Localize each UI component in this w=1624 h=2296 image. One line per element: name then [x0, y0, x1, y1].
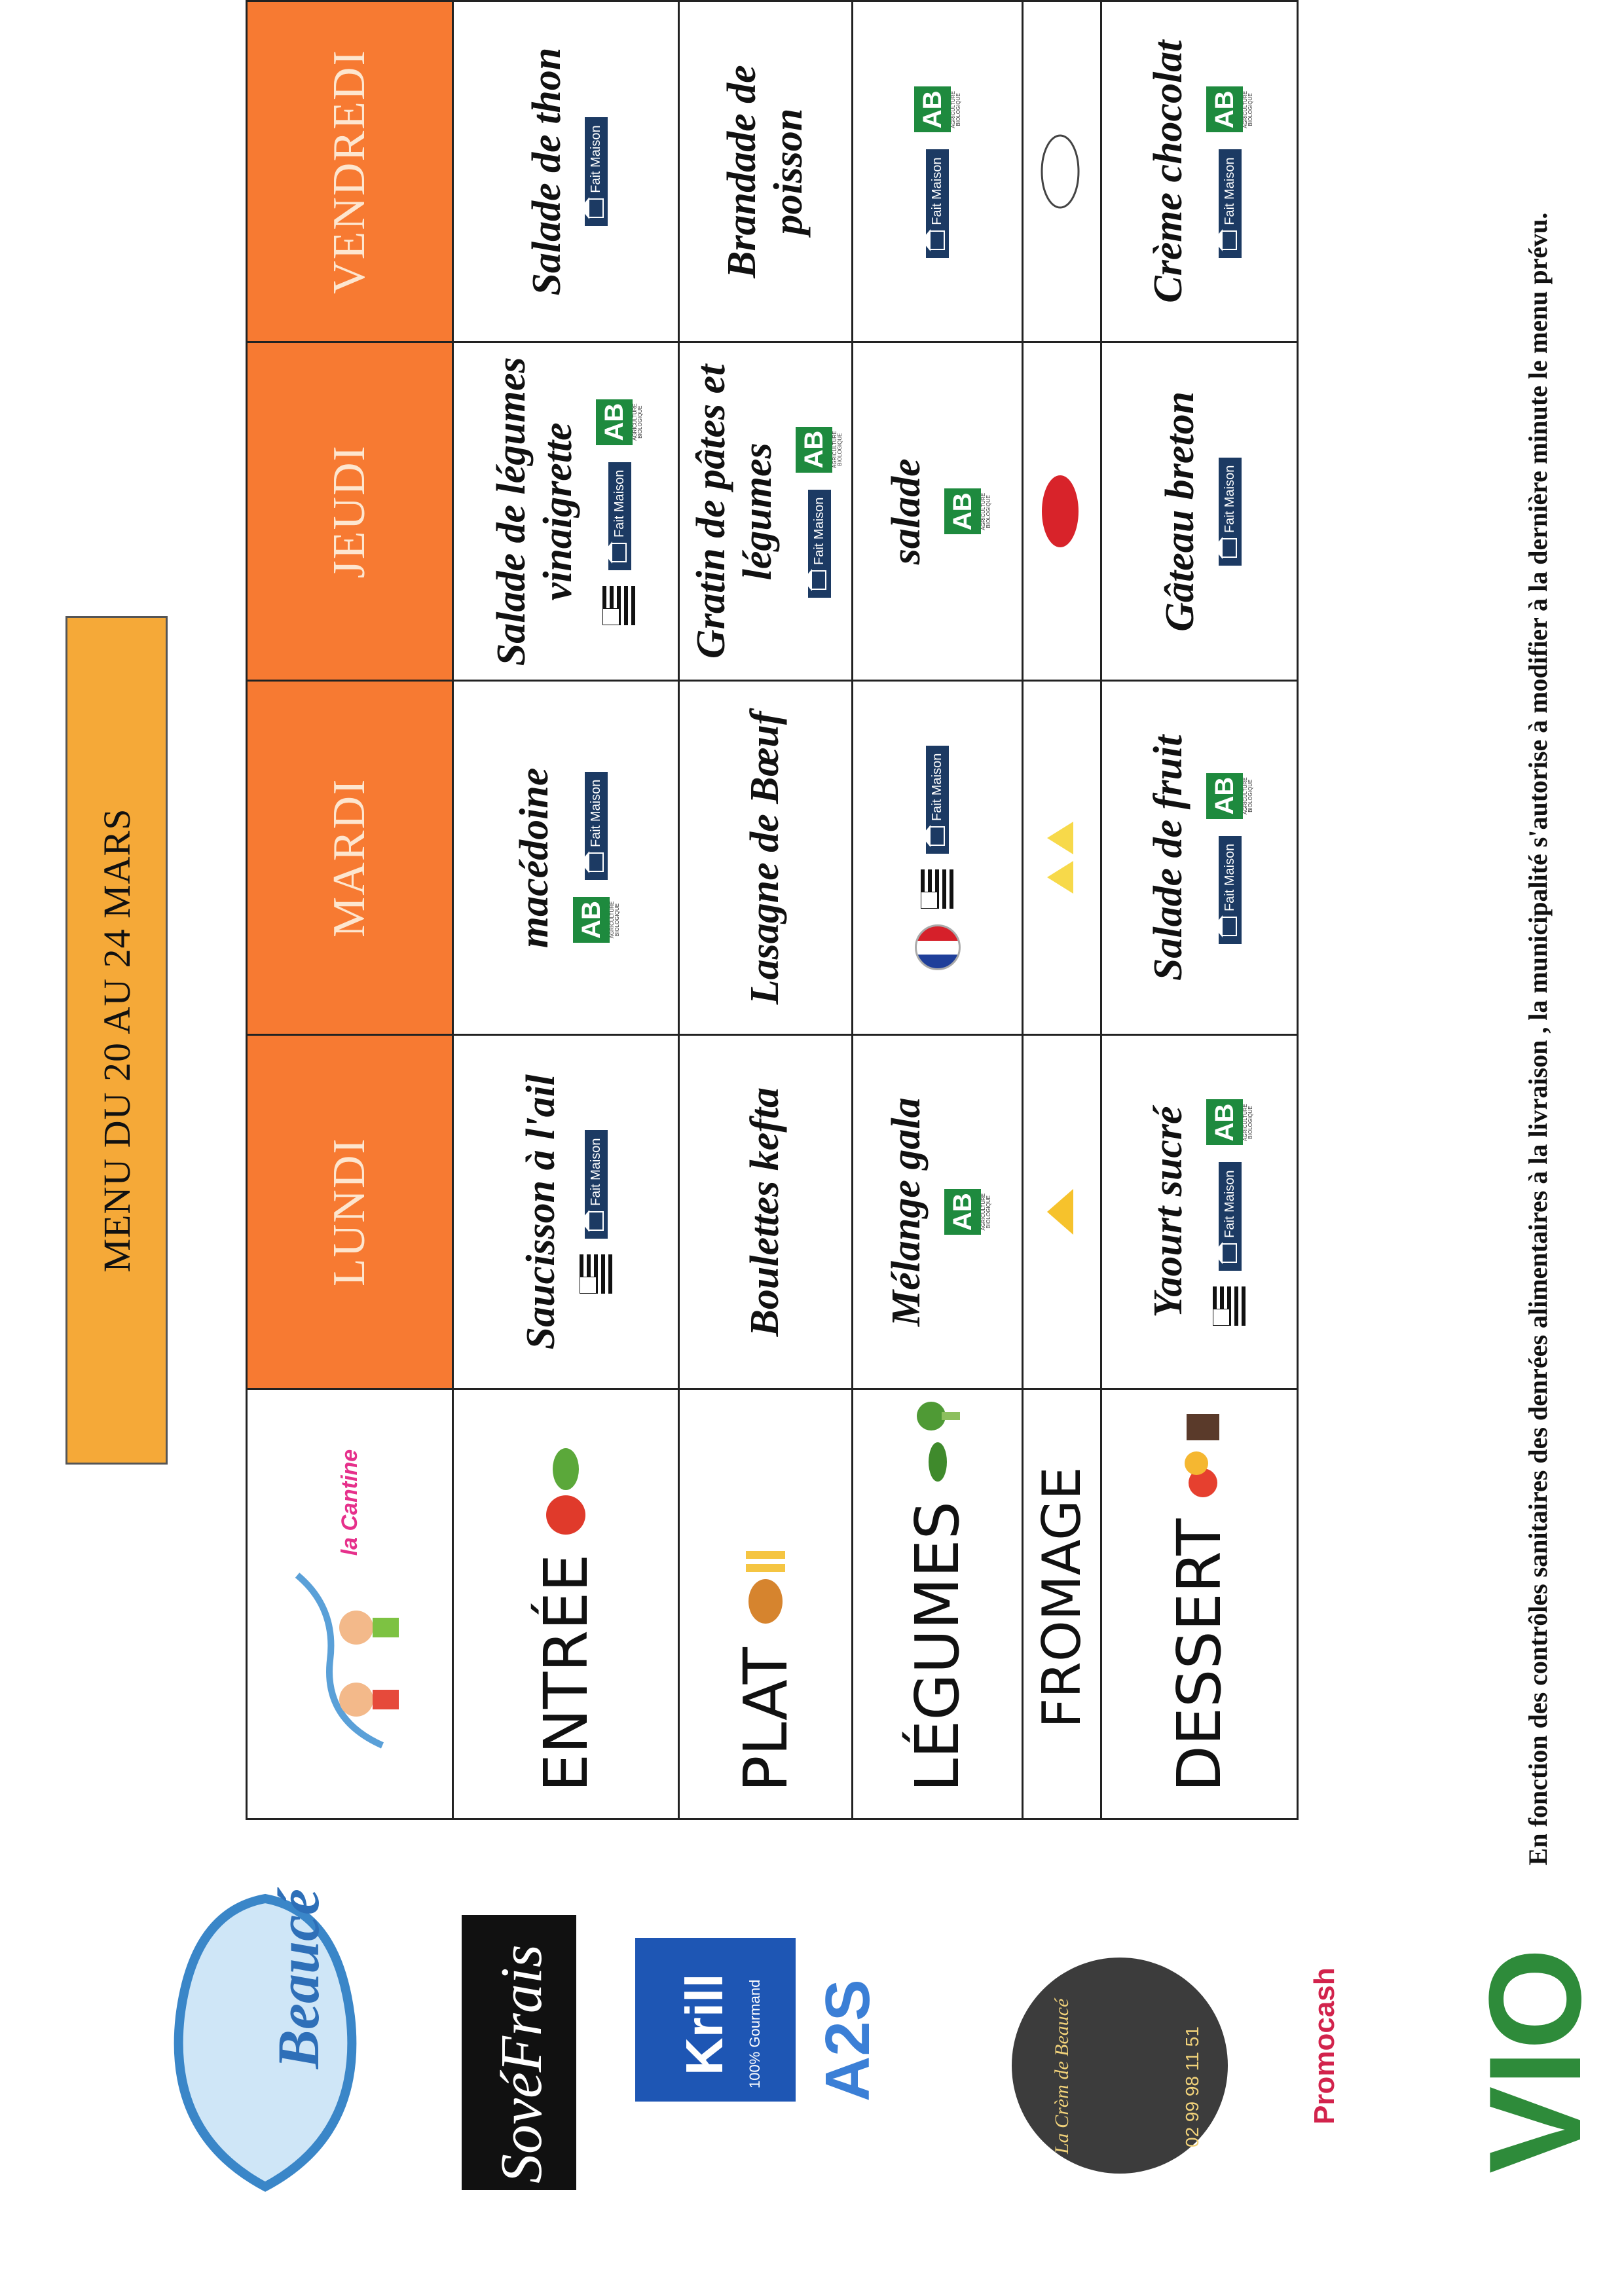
ab-organic-logo: AB AGRICULTURE BIOLOGIQUE	[1206, 85, 1253, 134]
roast-chicken-icon	[726, 1536, 805, 1634]
house-icon	[1223, 917, 1237, 936]
a2s-logo: A2S	[813, 1979, 883, 2102]
breton-flag-icon	[580, 1254, 614, 1294]
ab-organic-logo: AB AGRICULTURE BIOLOGIQUE	[944, 487, 991, 536]
ab-organic-logo: AB AGRICULTURE BIOLOGIQUE	[914, 85, 961, 134]
cell-lundi-fromage	[1023, 1035, 1101, 1389]
footer-disclaimer: En fonction des contrôles sanitaires des denrées alimentaires à la livraison , la municipalité s'autorise à modifier à la dernière minute le menu prévu.	[1523, 212, 1553, 1866]
cheese-sketch-icon	[1037, 132, 1083, 211]
cheese-icon	[1041, 1186, 1080, 1238]
breton-flag-icon	[1213, 1286, 1247, 1326]
header-row	[247, 1, 453, 1819]
fait-maison-badge: Fait Maison	[585, 1130, 608, 1238]
cell-mardi-dessert	[1101, 681, 1298, 1035]
house-icon	[1223, 538, 1237, 558]
dish-jeudi-dessert: Gâteau breton	[1158, 391, 1203, 632]
cell-mardi-legumes	[853, 681, 1023, 1035]
row-entree	[453, 1, 679, 1819]
category-legumes: LÉGUMES	[902, 1501, 972, 1792]
beauce-logo: Beaucé	[154, 1820, 377, 2213]
krill-logo: Krill 100% Gourmand	[635, 1938, 796, 2102]
dish-mardi-entree: macédoine	[512, 767, 557, 949]
cell-mardi-entree	[453, 681, 679, 1035]
dish-vendredi-dessert: Crème chocolat	[1145, 40, 1190, 303]
breton-flag-icon	[921, 869, 955, 909]
french-origin-badge-icon	[915, 924, 961, 970]
dish-jeudi-legumes: salade	[883, 458, 929, 565]
ab-organic-logo: AB AGRICULTURE BIOLOGIQUE	[573, 896, 620, 944]
dish-vendredi-plat: Brandade de poisson	[719, 65, 811, 278]
day-header-jeudi: JEUDI	[247, 342, 453, 681]
fait-maison-badge: Fait Maison	[585, 772, 608, 880]
fait-maison-badge: Fait Maison	[1219, 458, 1242, 566]
dish-lundi-legumes: Mélange gala	[883, 1097, 929, 1326]
category-entree: ENTRÉE	[530, 1554, 601, 1792]
edam-cheese-icon	[1037, 472, 1083, 551]
row-dessert	[1101, 1, 1298, 1819]
cell-vendredi-entree	[453, 1, 679, 342]
cell-jeudi-legumes	[853, 342, 1023, 681]
cantine-logo	[284, 1562, 415, 1758]
dish-mardi-plat: Lasagne de Bœuf	[743, 711, 788, 1005]
day-header-vendredi: VENDREDI	[247, 1, 453, 342]
ab-organic-logo: AB AGRICULTURE BIOLOGIQUE	[1206, 1098, 1253, 1146]
fromagerie-logo: La Crèm de Beaucé 02 99 98 11 51	[1012, 1958, 1228, 2174]
category-cell-fromage	[1023, 1389, 1101, 1819]
cell-jeudi-plat	[679, 342, 853, 681]
sovefrais-logo: SovéFrais	[462, 1915, 576, 2190]
dish-mardi-dessert: Salade de fruit	[1145, 735, 1190, 981]
category-plat: PLAT	[730, 1647, 801, 1792]
ab-organic-logo: AB AGRICULTURE BIOLOGIQUE	[796, 426, 843, 474]
fait-maison-badge: Fait Maison	[1219, 836, 1242, 944]
cell-jeudi-entree	[453, 342, 679, 681]
fait-maison-badge: Fait Maison	[808, 490, 831, 598]
cell-vendredi-plat	[679, 1, 853, 342]
house-icon	[589, 852, 604, 872]
house-icon	[931, 230, 945, 250]
vio-logo: VIO	[1462, 1948, 1608, 2174]
cheese-wedges-icon	[1041, 818, 1080, 897]
category-cell-entree	[453, 1389, 679, 1819]
cell-mardi-plat	[679, 681, 853, 1035]
day-header-lundi: LUNDI	[247, 1035, 453, 1389]
house-icon	[812, 570, 826, 590]
fait-maison-badge: Fait Maison	[1219, 1162, 1242, 1270]
fait-maison-badge: Fait Maison	[608, 462, 631, 570]
house-icon	[1223, 1243, 1237, 1263]
cell-jeudi-dessert	[1101, 342, 1298, 681]
dish-lundi-entree: Saucisson à l'ail	[519, 1074, 564, 1350]
house-icon	[612, 543, 627, 562]
dish-lundi-dessert: Yaourt sucré	[1145, 1106, 1190, 1318]
category-cell-legumes	[853, 1389, 1023, 1819]
row-legumes	[853, 1, 1023, 1819]
dish-jeudi-plat: Gratin de pâtes et légumes	[688, 364, 780, 659]
fruit-dessert-icon	[1160, 1408, 1239, 1506]
menu-title-box	[65, 616, 168, 1465]
fait-maison-badge: Fait Maison	[1219, 149, 1242, 257]
fait-maison-badge: Fait Maison	[926, 149, 949, 257]
ab-organic-logo: AB AGRICULTURE BIOLOGIQUE	[944, 1188, 991, 1236]
menu-grid	[246, 0, 1299, 1820]
fait-maison-badge: Fait Maison	[926, 746, 949, 854]
category-cell-dessert	[1101, 1389, 1298, 1819]
ab-organic-logo: AB AGRICULTURE BIOLOGIQUE	[596, 398, 643, 446]
cell-lundi-dessert	[1101, 1035, 1298, 1389]
ab-organic-logo: AB AGRICULTURE BIOLOGIQUE	[1206, 772, 1253, 820]
cantine-logo-cell	[247, 1389, 453, 1819]
fait-maison-badge: Fait Maison	[585, 117, 608, 225]
menu-title: MENU DU 20 AU 24 MARS	[95, 808, 138, 1273]
dish-vendredi-entree: Salade de thon	[524, 47, 569, 296]
dish-jeudi-entree: Salade de légumes vinaigrette	[489, 357, 580, 666]
row-plat	[679, 1, 853, 1819]
house-icon	[1223, 230, 1237, 250]
house-icon	[931, 826, 945, 846]
category-cell-plat	[679, 1389, 853, 1819]
day-header-mardi: MARDI	[247, 681, 453, 1035]
cell-lundi-legumes	[853, 1035, 1023, 1389]
row-fromage	[1023, 1, 1101, 1819]
house-icon	[589, 198, 604, 218]
breton-flag-icon	[602, 586, 637, 625]
promocash-logo: Promocash	[1308, 1967, 1340, 2124]
category-fromage: FROMAGE	[1031, 1467, 1092, 1728]
peas-broccoli-icon	[898, 1390, 977, 1488]
cell-vendredi-dessert	[1101, 1, 1298, 342]
tomato-salad-icon	[526, 1443, 605, 1541]
cell-lundi-entree	[453, 1035, 679, 1389]
cell-jeudi-fromage	[1023, 342, 1101, 681]
cell-lundi-plat	[679, 1035, 853, 1389]
dish-lundi-plat: Boulettes kefta	[743, 1087, 788, 1337]
house-icon	[589, 1211, 604, 1231]
cell-vendredi-fromage	[1023, 1, 1101, 342]
cell-mardi-fromage	[1023, 681, 1101, 1035]
category-dessert: DESSERT	[1164, 1518, 1234, 1792]
cell-vendredi-legumes	[853, 1, 1023, 342]
cantine-logo-text: la Cantine	[337, 1449, 362, 1556]
